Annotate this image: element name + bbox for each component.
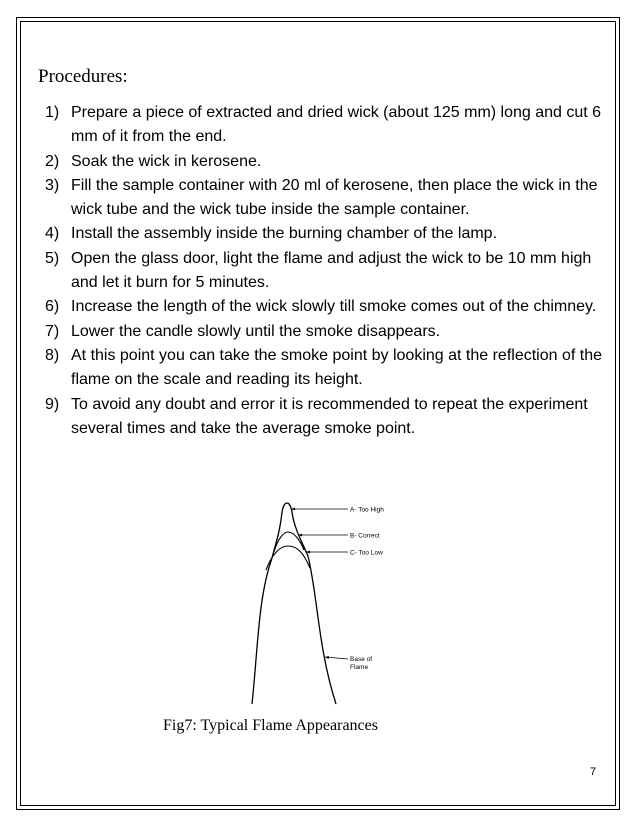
step-text: Increase the length of the wick slowly till smoke comes out of the chimney.: [71, 298, 597, 316]
procedure-step-6: [45, 295, 605, 319]
procedure-step-5: [45, 247, 605, 296]
procedure-step-7: [45, 320, 605, 344]
step-text: Soak the wick in kerosene.: [71, 152, 262, 170]
procedure-step-4: [45, 222, 605, 246]
procedure-step-3: [45, 174, 605, 223]
step-number: 5): [45, 249, 60, 267]
arrowhead-base: [325, 656, 329, 659]
procedures-heading: Procedures:: [38, 66, 128, 87]
step-number: 4): [45, 225, 60, 243]
flame-outline-too-high: [252, 503, 336, 704]
step-text: Lower the candle slowly until the smoke disappears.: [71, 322, 441, 340]
label-too-low: C- Too Low: [350, 549, 383, 557]
procedure-step-9: [45, 393, 605, 442]
step-text: Prepare a piece of extracted and dried wick (about 125 mm) long and cut 6 mm of it from the end.: [71, 104, 602, 146]
step-number: 8): [45, 346, 60, 364]
step-number: 2): [45, 152, 60, 170]
flame-diagram: [236, 498, 436, 708]
label-base-line-1: Base of: [350, 656, 373, 663]
page-number: 7: [590, 766, 597, 778]
step-number: 6): [45, 298, 60, 316]
label-too-high: A- Too High: [350, 506, 384, 514]
procedure-step-1: [45, 101, 605, 150]
step-text: To avoid any doubt and error it is recommended to repeat the experiment several times and take the average smoke point.: [71, 395, 588, 437]
step-number: 3): [45, 176, 60, 194]
label-correct: B- Correct: [350, 532, 380, 540]
procedure-steps-list: [45, 101, 605, 441]
step-number: 7): [45, 322, 60, 340]
procedure-step-8: [45, 344, 605, 393]
step-number: 9): [45, 395, 60, 413]
procedure-step-2: [45, 150, 605, 174]
step-text: Fill the sample container with 20 ml of kerosene, then place the wick in the wick tube and the wick tube inside the sample container.: [71, 176, 598, 219]
label-base-line-2: Flame: [350, 664, 369, 671]
step-text: At this point you can take the smoke point by looking at the reflection of the flame on the scale and reading its height.: [71, 346, 602, 389]
step-number: 1): [45, 104, 60, 121]
step-text: Open the glass door, light the flame and adjust the wick to be 10 mm high and let it burn for 5 minutes.: [71, 249, 592, 292]
figure-caption: Fig7: Typical Flame Appearances: [163, 717, 378, 734]
step-text: Install the assembly inside the burning chamber of the lamp.: [71, 225, 498, 243]
